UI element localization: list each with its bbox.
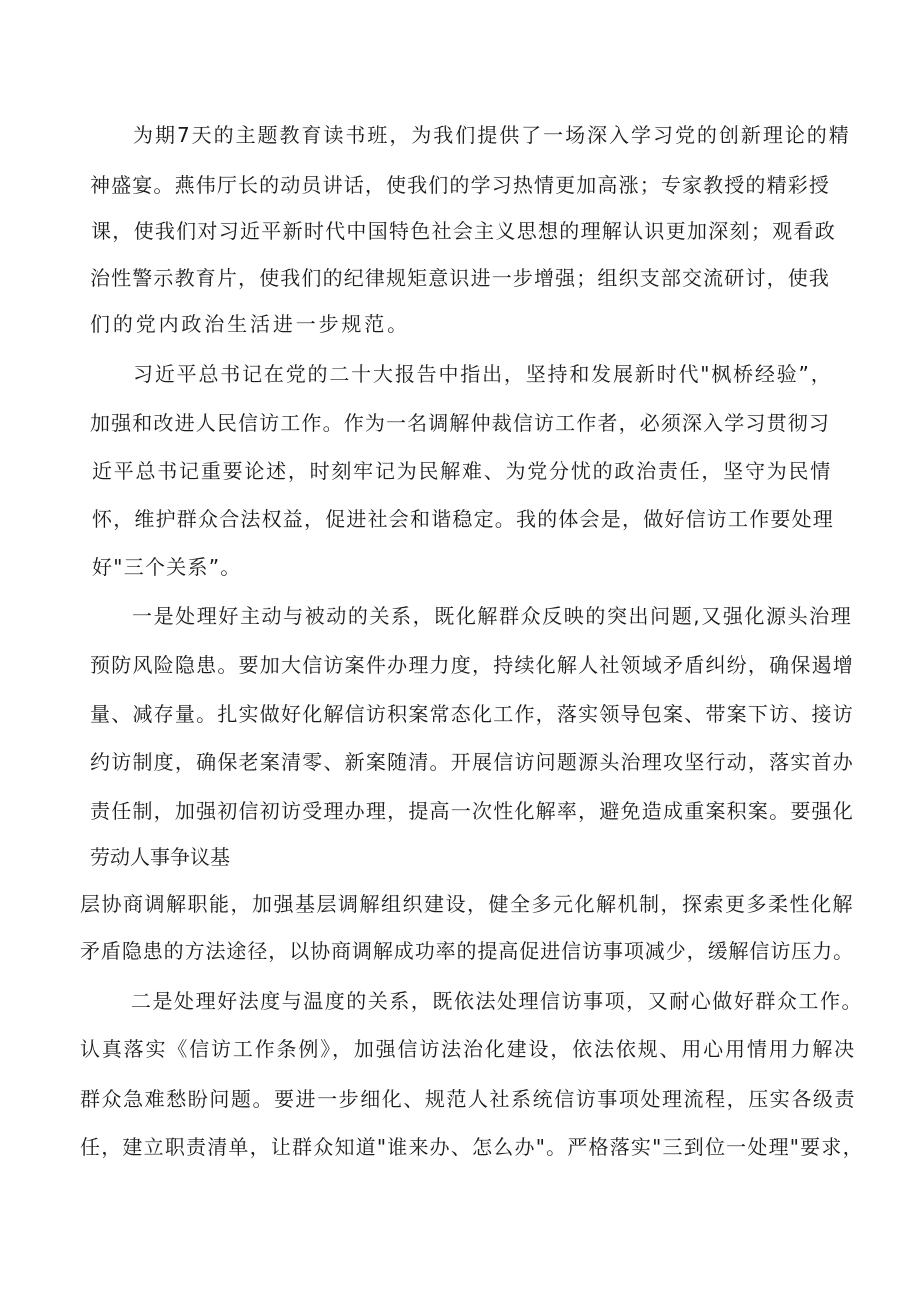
paragraph-line: 好"三个关系”。 xyxy=(92,555,242,579)
paragraph-line: 层协商调解职能，加强基层调解组织建设，健全多元化解机制，探索更多柔性化解 xyxy=(80,892,854,916)
paragraph-line: 一是处理好主动与被动的关系，既化解群众反映的突出问题,又强化源头治理 xyxy=(132,604,853,628)
paragraph-line: 加强和改进人民信访工作。作为一名调解仲裁信访工作者，必须深入学习贯彻习 xyxy=(90,411,830,435)
paragraph-line: 神盛宴。燕伟厅长的动员讲话，使我们的学习热情更加高涨；专家教授的精彩授 xyxy=(90,173,830,197)
paragraph-line: 约访制度，确保老案清零、新案随清。开展信访问题源头治理攻坚行动，落实首办 xyxy=(90,750,854,774)
paragraph-line: 劳动人事争议基 xyxy=(90,845,230,869)
paragraph-line: 群众急难愁盼问题。要进一步细化、规范人社系统信访事项处理流程，压实各级责 xyxy=(80,1087,856,1111)
paragraph-line: 矛盾隐患的方法途径，以协商调解成功率的提高促进信访事项减少，缓解信访压力。 xyxy=(80,939,854,963)
paragraph-line: 课，使我们对习近平新时代中国特色社会主义思想的理解认识更加深刻；观看政 xyxy=(91,219,836,243)
paragraph-line: 量、减存量。扎实做好化解信访积案常态化工作，落实领导包案、带案下访、接访 xyxy=(90,702,854,726)
paragraph-line: 怀，维护群众合法权益，促进社会和谐稳定。我的体会是，做好信访工作要处理 xyxy=(92,507,834,531)
paragraph-line: 二是处理好法度与温度的关系，既依法处理信访事项，又耐心做好群众工作。 xyxy=(131,989,863,1013)
paragraph-line: 们的党内政治生活进一步规范。 xyxy=(90,312,410,336)
paragraph-line: 预防风险隐患。要加大信访案件办理力度，持续化解人社领域矛盾纠纷，确保遏增 xyxy=(90,653,854,677)
paragraph-line: 认真落实《信访工作条例》，加强信访法治化建设，依法依规、用心用情用力解决 xyxy=(80,1037,856,1061)
paragraph-line: 任，建立职责清单，让群众知道"谁来办、怎么办"。严格落实"三到位一处理"要求， xyxy=(80,1135,864,1159)
paragraph-line: 习近平总书记在党的二十大报告中指出，坚持和发展新时代"枫桥经验”， xyxy=(133,362,833,386)
paragraph-line: 近平总书记重要论述，时刻牢记为民解难、为党分忧的政治责任，坚守为民情 xyxy=(92,459,832,483)
paragraph-line: 为期7天的主题教育读书班，为我们提供了一场深入学习党的创新理论的精 xyxy=(133,123,851,147)
paragraph-line: 治性警示教育片，使我们的纪律规矩意识进一步增强；组织支部交流研讨，使我 xyxy=(90,266,830,290)
paragraph-line: 责任制，加强初信初访受理办理，提高一次性化解率，避免造成重案积案。要强化 xyxy=(90,799,854,823)
